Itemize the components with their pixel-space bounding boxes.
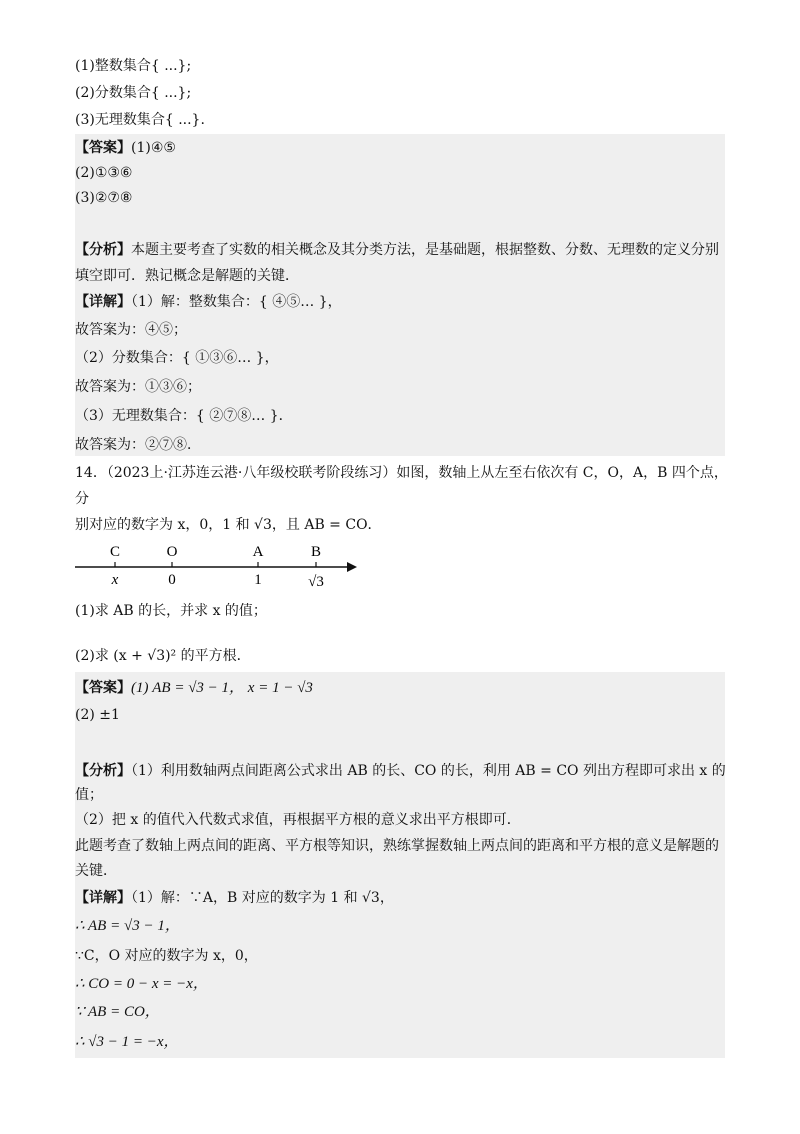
point-label-o: O	[166, 544, 178, 560]
answer-block-14	[75, 672, 725, 1058]
detail13-l6: 故答案为：②⑦⑧．	[75, 437, 201, 453]
number-line-figure	[75, 540, 365, 590]
answer13-a3: (3)②⑦⑧	[75, 190, 133, 206]
answer14-a1: (1) AB = √3 − 1， x = 1 − √3	[131, 680, 313, 696]
point-label-b: B	[310, 544, 322, 560]
analysis14-l5: 关键．	[75, 863, 117, 879]
value-label-1: 1	[254, 572, 262, 588]
detail13-line-1	[75, 292, 342, 312]
detail14-l3: ∵C，O 对应的数字为 x，0，	[75, 948, 258, 964]
detail14-l2: ∴ AB = √3 − 1，	[75, 918, 180, 934]
answer-label: 【答案】	[75, 680, 131, 696]
detail14-l4: ∴ CO = 0 − x = −x，	[75, 976, 208, 992]
detail14-l6: ∴ √3 − 1 = −x，	[75, 1034, 179, 1050]
detail-label: 【详解】	[75, 294, 131, 310]
arrow-right-icon	[347, 562, 357, 572]
answer-label: 【答案】	[75, 140, 131, 156]
analysis14-l1: （1）利用数轴两点间距离公式求出 AB 的长、CO 的长，利用 AB = CO 列出方程即可求出 x 的	[131, 763, 726, 779]
q14-header: 14．（2023上·江苏连云港·八年级校联考阶段练习）如图，数轴上从左至右依次有 C，O，A，B 四个点，	[75, 465, 728, 481]
q14-sub-1: (1)求 AB 的长，并求 x 的值；	[75, 603, 267, 619]
analysis14-l2: 值；	[75, 787, 103, 803]
answer13-a2: (2)①③⑥	[75, 165, 133, 181]
answer13-a1: (1)④⑤	[131, 140, 176, 156]
detail13-l5: （3）无理数集合：{ ②⑦⑧… }．	[75, 408, 293, 424]
detail-label: 【详解】	[75, 890, 131, 906]
analysis-label: 【分析】	[75, 242, 131, 258]
answer14-line-1	[75, 678, 313, 698]
analysis13-text1: 本题主要考查了实数的相关概念及其分类方法，是基础题，根据整数、分数、无理数的定义分别	[131, 242, 719, 258]
analysis-label: 【分析】	[75, 763, 131, 779]
value-label-x: x	[111, 572, 119, 588]
detail13-l2: 故答案为：④⑤；	[75, 322, 187, 338]
detail14-l5: ∵ AB = CO，	[75, 1004, 160, 1020]
detail13-l1: （1）解：整数集合：{ ④⑤… }，	[131, 294, 342, 310]
q14-sub-2: (2)求 (x + √3)² 的平方根．	[75, 648, 251, 664]
detail13-l4: 故答案为：①③⑥；	[75, 379, 201, 395]
answer13-line-1	[75, 138, 176, 158]
detail14-line-1	[75, 888, 394, 908]
detail14-l1: （1）解：∵A，B 对应的数字为 1 和 √3，	[131, 890, 394, 906]
analysis14-l3: （2）把 x 的值代入代数式求值，再根据平方根的意义求出平方根即可．	[75, 812, 521, 828]
q13-item-3: (3)无理数集合{ ...}.	[75, 112, 205, 128]
point-label-a: A	[252, 544, 264, 560]
q13-item-1: (1)整数集合{ ...};	[75, 58, 192, 74]
q14-line-2: 别对应的数字为 x，0，1 和 √3，且 AB = CO．	[75, 517, 382, 533]
analysis13-text2: 填空即可．熟记概念是解题的关键．	[75, 268, 299, 284]
value-label-sqrt3: √3	[308, 574, 324, 590]
detail13-l3: （2）分数集合：{ ①③⑥… }，	[75, 350, 279, 366]
answer14-a2: (2) ±1	[75, 707, 120, 723]
analysis14-l4: 此题考查了数轴上两点间的距离、平方根等知识，熟练掌握数轴上两点间的距离和平方根的意义是解题的	[75, 838, 719, 854]
analysis14-line-1	[75, 761, 726, 781]
q14-header-2: 分	[75, 491, 89, 507]
point-label-c: C	[109, 544, 121, 560]
analysis13-line-1	[75, 240, 719, 260]
value-label-0: 0	[168, 572, 176, 588]
q13-item-2: (2)分数集合{ ...};	[75, 85, 192, 101]
